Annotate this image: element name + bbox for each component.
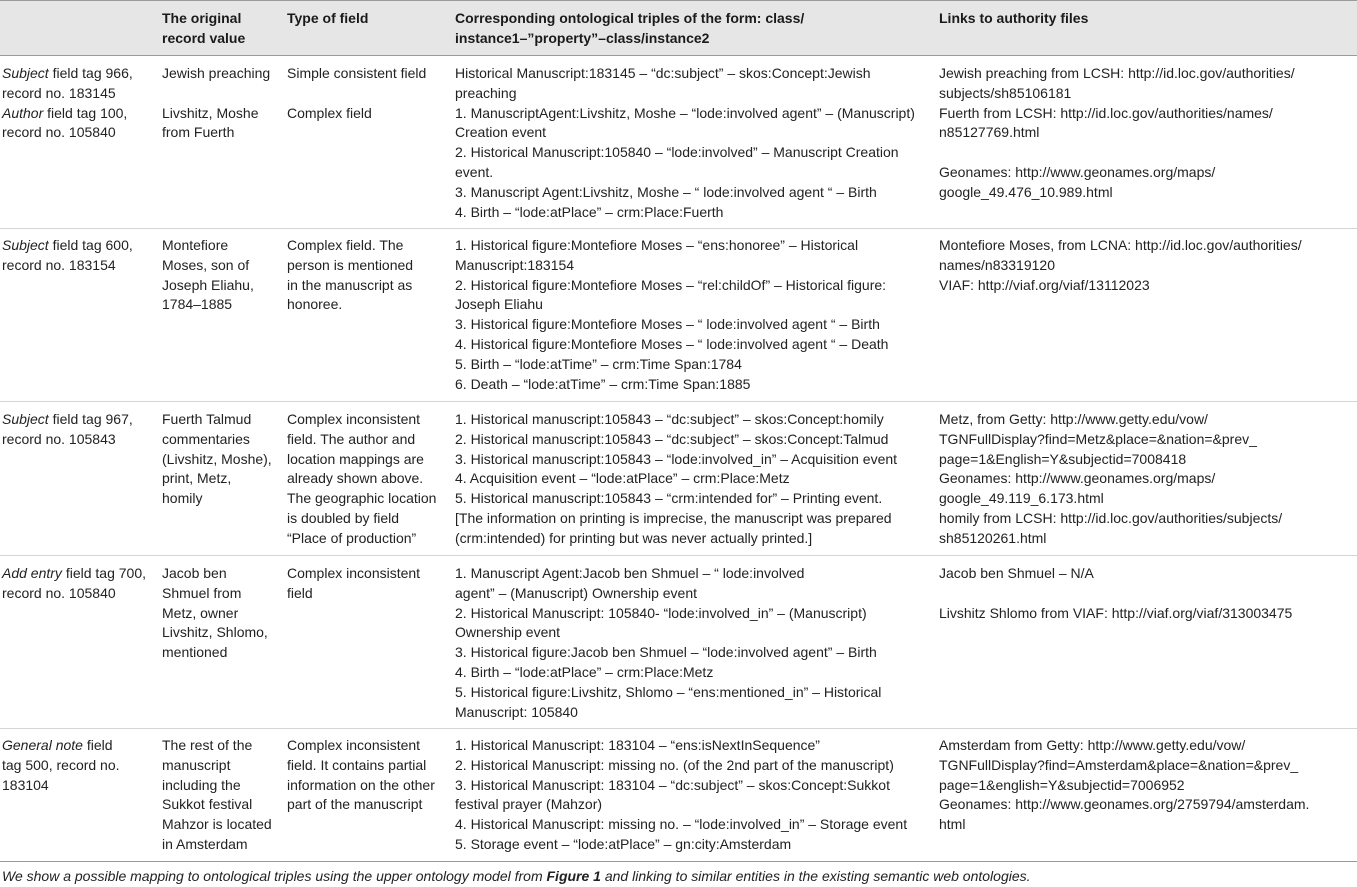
row-5-value: The rest of the manuscript including the Sukkot festival Mahzor is located in Amsterdam xyxy=(162,737,272,852)
row-4-type: Complex inconsistent field xyxy=(287,565,421,601)
row-1-triples: Historical Manuscript:183145 – “dc:subject” – skos:Concept:Jewish preaching 1. ManuscriptAgent:Livshitz, Moshe – “lode:involved agent” – (Manuscript) Creation event 2. Historical Manuscript:105840 – “lode:involved” – Manuscript Creation event. 3. Manuscript Agent:Livshitz, Moshe – “ lode:involved agent “ – Birth 4. Birth – “lode:atPlace” – crm:Place:Fuerth xyxy=(455,65,915,220)
row-3-field: Subject field tag 967, record no. 105843 xyxy=(2,411,133,447)
table-header-rule xyxy=(0,55,1357,56)
row-2-value: Montefiore Moses, son of Joseph Eliahu, 1784–1885 xyxy=(162,237,254,313)
row-separator xyxy=(0,228,1357,229)
row-2-type: Complex field. The person is mentioned in the manuscript as honoree. xyxy=(287,237,414,313)
row-3-links: Metz, from Getty: http://www.getty.edu/vow/ TGNFullDisplay?find=Metz&place=&nation=&prev_ page=1&English=Y&subjectid=7008418 Geonames: http://www.geonames.org/maps/ google_49.119_6.173.html homily from LCSH: http://id.loc.gov/authorities/subjects/ sh85120261.html xyxy=(939,411,1283,546)
header-original-value: The original record value xyxy=(162,10,246,46)
row-3-value: Fuerth Talmud commentaries (Livshitz, Moshe), print, Metz, homily xyxy=(162,411,272,507)
row-3-triples: 1. Historical manuscript:105843 – “dc:subject” – skos:Concept:homily 2. Historical manuscript:105843 – “dc:subject” – skos:Concept:Talmud 3. Historical manuscript:105843 – “lode:involved_in” – Acquisition event 4. Acquisition event – “lode:atPlace” – crm:Place:Metz 5. Historical manuscript:105843 – “crm:intended for” – Printing event. [The information on printing is imprecise, the manuscript was prepared (crm:intended) for printing but was never actually printed.] xyxy=(455,411,898,546)
row-1-value: Jewish preaching Livshitz, Moshe from Fuerth xyxy=(162,65,271,141)
header-triples: Corresponding ontological triples of the form: class/ instance1–”property”–class/instance2 xyxy=(455,10,805,46)
table-footnote: We show a possible mapping to ontological triples using the upper ontology model from Figure 1 and linking to similar entities in the existing semantic web ontologies. xyxy=(2,868,1031,884)
row-5-type: Complex inconsistent field. It contains partial information on the other part of the manuscript xyxy=(287,737,435,813)
row-3-type: Complex inconsistent field. The author and location mappings are already shown above. The geographic location is doubled by field “Place of production” xyxy=(287,411,437,546)
row-separator xyxy=(0,555,1357,556)
header-authority-links: Links to authority files xyxy=(939,10,1089,26)
table-bottom-rule xyxy=(0,861,1357,862)
row-5-links: Amsterdam from Getty: http://www.getty.edu/vow/ TGNFullDisplay?find=Amsterdam&place=&nation=&prev_ page=1&english=Y&subjectid=7006952 Geonames: http://www.geonames.org/2759794/amsterdam. html xyxy=(939,737,1310,833)
row-separator xyxy=(0,728,1357,729)
row-5-triples: 1. Historical Manuscript: 183104 – “ens:isNextInSequence” 2. Historical Manuscript: missing no. (of the 2nd part of the manuscript) 3. Historical Manuscript: 183104 – “dc:subject” – skos:Concept:Sukkot festival prayer (Mahzor) 4. Historical Manuscript: missing no. – “lode:involved_in” – Storage event 5. Storage event – “lode:atPlace” – gn:city:Amsterdam xyxy=(455,737,908,852)
row-1-field: Subject field tag 966, record no. 183145 Author field tag 100, record no. 105840 xyxy=(2,65,133,141)
row-5-field: General note field tag 500, record no. 183104 xyxy=(2,737,120,793)
header-type-of-field: Type of field xyxy=(287,10,369,26)
row-4-field: Add entry field tag 700, record no. 105840 xyxy=(2,565,146,601)
row-2-links: Montefiore Moses, from LCNA: http://id.loc.gov/authorities/ names/n83319120 VIAF: http://viaf.org/viaf/13112023 xyxy=(939,237,1302,293)
row-4-links: Jacob ben Shmuel – N/A Livshitz Shlomo from VIAF: http://viaf.org/viaf/313003475 xyxy=(939,565,1293,621)
row-1-links: Jewish preaching from LCSH: http://id.loc.gov/authorities/ subjects/sh85106181 Fuerth from LCSH: http://id.loc.gov/authorities/names/ n85127769.html Geonames: http://www.geonames.org/maps/ google_49.476_10.989.html xyxy=(939,65,1295,200)
row-separator xyxy=(0,401,1357,402)
row-1-type: Simple consistent field Complex field xyxy=(287,65,427,121)
row-2-triples: 1. Historical figure:Montefiore Moses – “ens:honoree” – Historical Manuscript:183154 2. Historical figure:Montefiore Moses – “rel:childOf” – Historical figure: Joseph Eliahu 3. Historical figure:Montefiore Moses – “ lode:involved agent “ – Birth 4. Historical figure:Montefiore Moses – “ lode:involved agent “ – Death 5. Birth – “lode:atTime” – crm:Time Span:1784 6. Death – “lode:atTime” – crm:Time Span:1885 xyxy=(455,237,889,392)
row-4-value: Jacob ben Shmuel from Metz, owner Livshitz, Shlomo, mentioned xyxy=(162,565,268,661)
row-4-triples: 1. Manuscript Agent:Jacob ben Shmuel – “ lode:involved agent” – (Manuscript) Ownership event 2. Historical Manuscript: 105840- “lode:involved_in” – (Manuscript) Ownership event 3. Historical figure:Jacob ben Shmuel – “lode:involved agent” – Birth 4. Birth – “lode:atPlace” – crm:Place:Metz 5. Historical figure:Livshitz, Shlomo – “ens:mentioned_in” – Historical Manuscript: 105840 xyxy=(455,565,882,720)
table-top-rule xyxy=(0,0,1357,1)
row-2-field: Subject field tag 600, record no. 183154 xyxy=(2,237,133,273)
